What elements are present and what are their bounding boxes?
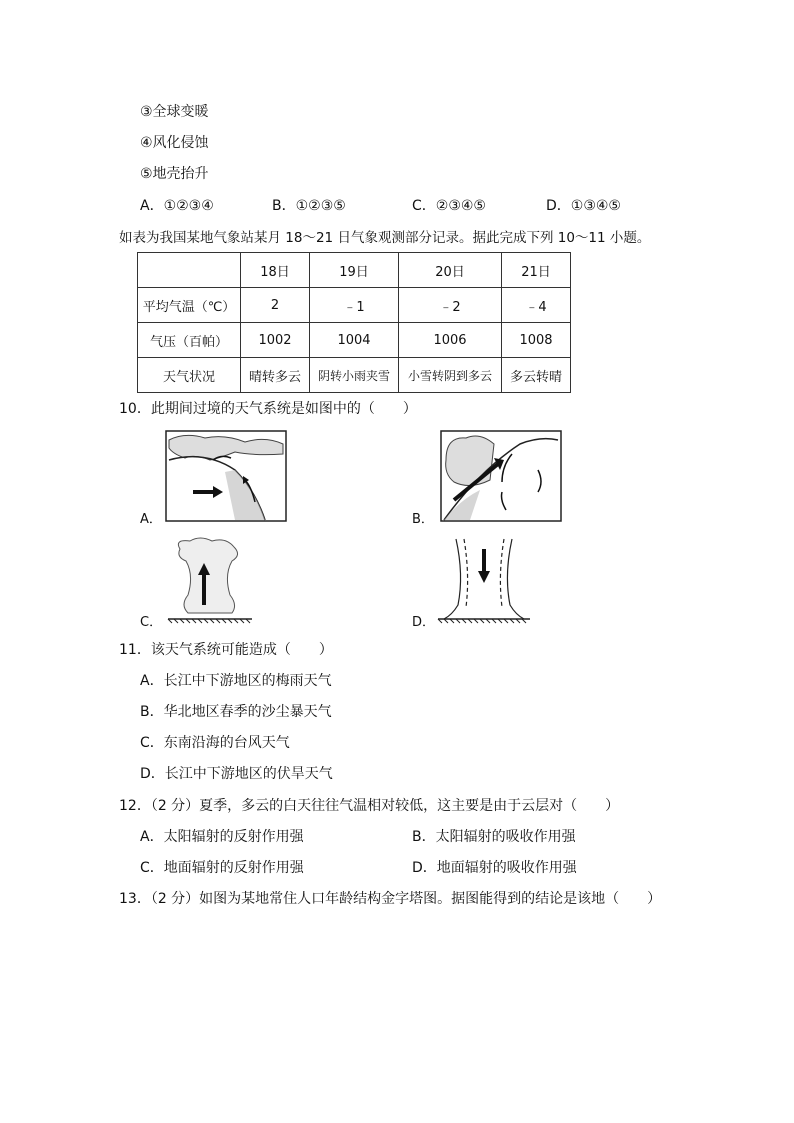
option-item-5: ⑤地壳抬升 — [140, 166, 209, 182]
table-cell: 天气状况 — [138, 358, 241, 393]
question-11-stem: 11．该天气系统可能造成（ ） — [119, 642, 333, 658]
table-cell: 1004 — [310, 323, 399, 358]
q12-option-b: B．太阳辐射的吸收作用强 — [412, 829, 576, 845]
choice-b: B．①②③⑤ — [272, 198, 346, 214]
table-cell — [138, 253, 241, 288]
table-cell: 晴转多云 — [241, 358, 310, 393]
diagram-d-high-pressure — [434, 535, 534, 627]
table-cell: 小雪转阴到多云 — [399, 358, 502, 393]
table-cell: 1008 — [502, 323, 571, 358]
q11-option-c: C．东南沿海的台风天气 — [140, 735, 290, 751]
diagram-a-label: A． — [140, 512, 162, 527]
weather-table — [137, 252, 571, 393]
diagram-d-label: D． — [412, 615, 436, 630]
diagram-b-label: B． — [412, 512, 434, 527]
table-row — [138, 358, 571, 393]
table-cell: 平均气温（℃） — [138, 288, 241, 323]
q11-option-d: D．长江中下游地区的伏旱天气 — [140, 766, 333, 782]
q12-option-a: A．太阳辐射的反射作用强 — [140, 829, 304, 845]
table-cell: 20日 — [399, 253, 502, 288]
table-row — [138, 323, 571, 358]
choice-c: C．②③④⑤ — [412, 198, 486, 214]
table-cell: 2 — [241, 288, 310, 323]
diagram-a-cold-front — [165, 430, 287, 522]
table-cell: 1006 — [399, 323, 502, 358]
choice-a: A．①②③④ — [140, 198, 214, 214]
table-cell: 多云转晴 — [502, 358, 571, 393]
question-12-stem: 12．（2 分）夏季，多云的白天往往气温相对较低，这主要是由于云层对（ ） — [119, 798, 620, 814]
diagram-b-warm-front — [440, 430, 562, 522]
diagram-c-label: C． — [140, 615, 163, 630]
table-cell: ﹣1 — [310, 288, 399, 323]
q11-option-b: B．华北地区春季的沙尘暴天气 — [140, 704, 332, 720]
table-cell: 1002 — [241, 323, 310, 358]
table-cell: 气压（百帕） — [138, 323, 241, 358]
table-row — [138, 253, 571, 288]
q12-option-c: C．地面辐射的反射作用强 — [140, 860, 304, 876]
choice-d: D．①③④⑤ — [546, 198, 621, 214]
table-cell: 21日 — [502, 253, 571, 288]
table-cell: 19日 — [310, 253, 399, 288]
table-cell: ﹣2 — [399, 288, 502, 323]
table-row — [138, 288, 571, 323]
table-cell: 阴转小雨夹雪 — [310, 358, 399, 393]
question-10-stem: 10．此期间过境的天气系统是如图中的（ ） — [119, 401, 417, 417]
table-cell: 18日 — [241, 253, 310, 288]
intro-text: 如表为我国某地气象站某月 18～21 日气象观测部分记录。据此完成下列 10～11 小题。 — [119, 230, 651, 246]
question-13-stem: 13．（2 分）如图为某地常住人口年龄结构金字塔图。据图能得到的结论是该地（ ） — [119, 891, 662, 907]
q11-option-a: A．长江中下游地区的梅雨天气 — [140, 673, 332, 689]
diagram-c-low-pressure — [160, 535, 260, 627]
option-item-4: ④风化侵蚀 — [140, 135, 209, 151]
q12-option-d: D．地面辐射的吸收作用强 — [412, 860, 577, 876]
table-cell: ﹣4 — [502, 288, 571, 323]
option-item-3: ③全球变暖 — [140, 104, 209, 120]
